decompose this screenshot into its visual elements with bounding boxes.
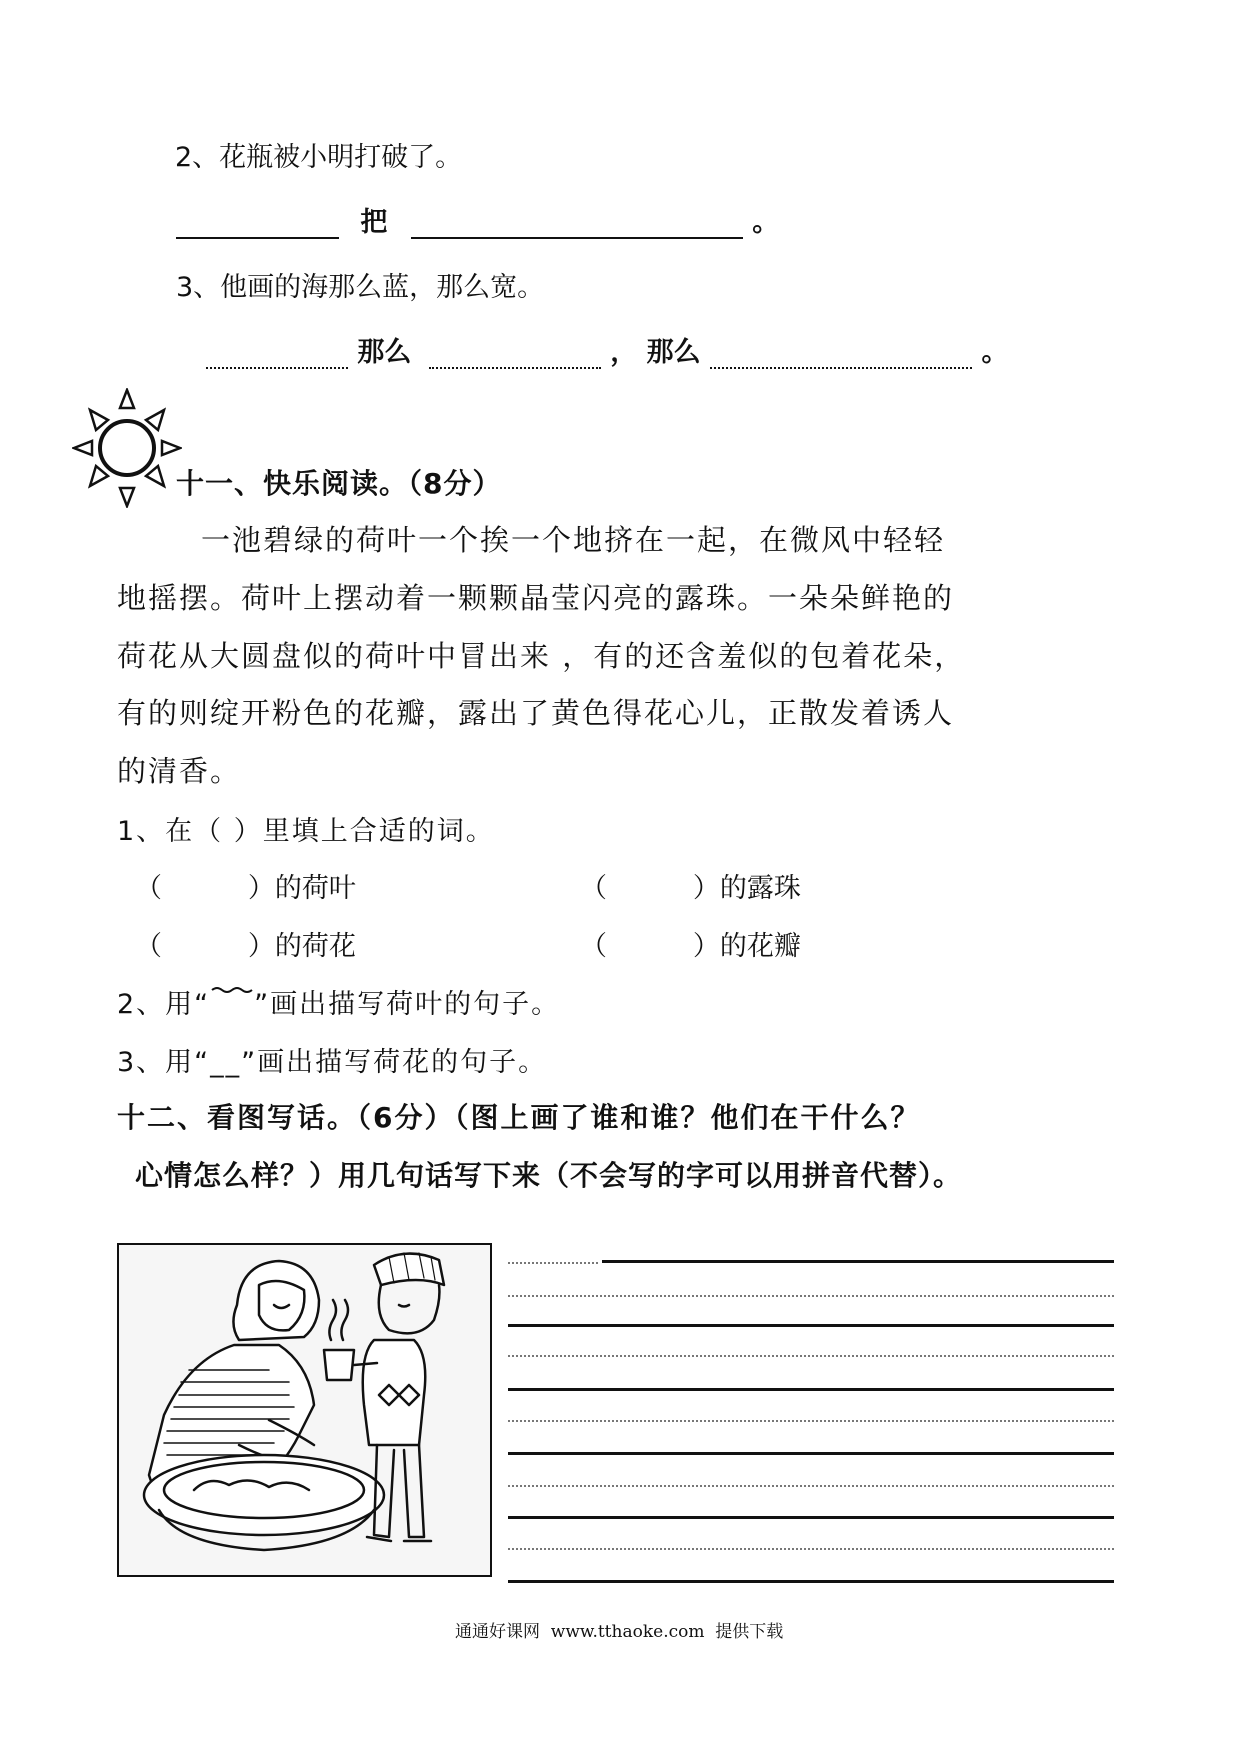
writing-dots [508,1295,1114,1297]
name-word: 那么 [646,337,701,368]
fill-item[interactable]: （ ）的露珠 [580,873,801,904]
item-2-sentence: 2、花瓶被小明打破了。 [175,142,463,173]
writing-dots [508,1262,598,1264]
wavy-line-symbol [210,982,254,1002]
writing-dots [508,1548,1114,1550]
writing-dots [508,1355,1114,1357]
ba-word: 把 [360,207,388,238]
section-11-title: 十一、快乐阅读。（8分） [176,467,502,500]
writing-line[interactable] [508,1516,1114,1519]
fill-item[interactable]: （ ）的荷花 [135,931,356,962]
answer-blank[interactable] [206,339,348,369]
question-1: 1、在（ ）里填上合适的词。 [117,816,495,847]
answer-blank[interactable] [429,339,601,369]
section-12-title-cont: 心情怎么样？）用几句话写下来（不会写的字可以用拼音代替）。 [135,1159,963,1192]
comma: ， [610,337,638,368]
item-3-answer-row [206,330,1008,369]
section-12-title: 十二、看图写话。（6分）（图上画了谁和谁？他们在干什么？ [117,1101,921,1134]
writing-line[interactable] [602,1260,1114,1263]
question-2-suffix: ”画出描写荷叶的句子。 [254,989,561,1020]
item-3-sentence: 3、他画的海那么蓝，那么宽。 [176,272,545,303]
passage-line: 一池碧绿的荷叶一个挨一个地挤在一起，在微风中轻轻 [201,523,946,557]
passage-line: 荷花从大圆盘似的荷叶中冒出来 ，有的还含羞似的包着花朵， [117,639,966,673]
writing-line[interactable] [508,1580,1114,1583]
passage-line: 的清香。 [117,754,242,788]
passage-line: 地摇摆。荷叶上摆动着一颗颗晶莹闪亮的露珠。一朵朵鲜艳的 [117,581,955,615]
fill-item[interactable]: （ ）的花瓣 [580,931,801,962]
answer-blank[interactable] [710,339,972,369]
answer-blank[interactable] [411,209,743,239]
item-2-answer-row [176,200,779,239]
name-word: 那么 [357,337,412,368]
answer-blank[interactable] [176,209,339,239]
writing-line[interactable] [508,1452,1114,1455]
question-3: 3、用“__”画出描写荷花的句子。 [117,1047,548,1078]
writing-dots [508,1420,1114,1422]
question-2 [117,982,560,1021]
question-2-prefix: 2、用“ [117,989,211,1020]
sun-icon [72,388,182,508]
illustration-mother-and-child [117,1243,492,1577]
fill-item[interactable]: （ ）的荷叶 [135,873,356,904]
washing-scene-drawing [119,1245,490,1575]
period: 。 [752,207,780,238]
writing-line[interactable] [508,1388,1114,1391]
writing-dots [508,1485,1114,1487]
passage-line: 有的则绽开粉色的花瓣，露出了黄色得花心儿，正散发着诱人 [117,696,955,730]
period: 。 [981,337,1009,368]
footer-credit: 通通好课网 www.tthaoke.com 提供下载 [455,1622,784,1642]
writing-line[interactable] [508,1324,1114,1327]
